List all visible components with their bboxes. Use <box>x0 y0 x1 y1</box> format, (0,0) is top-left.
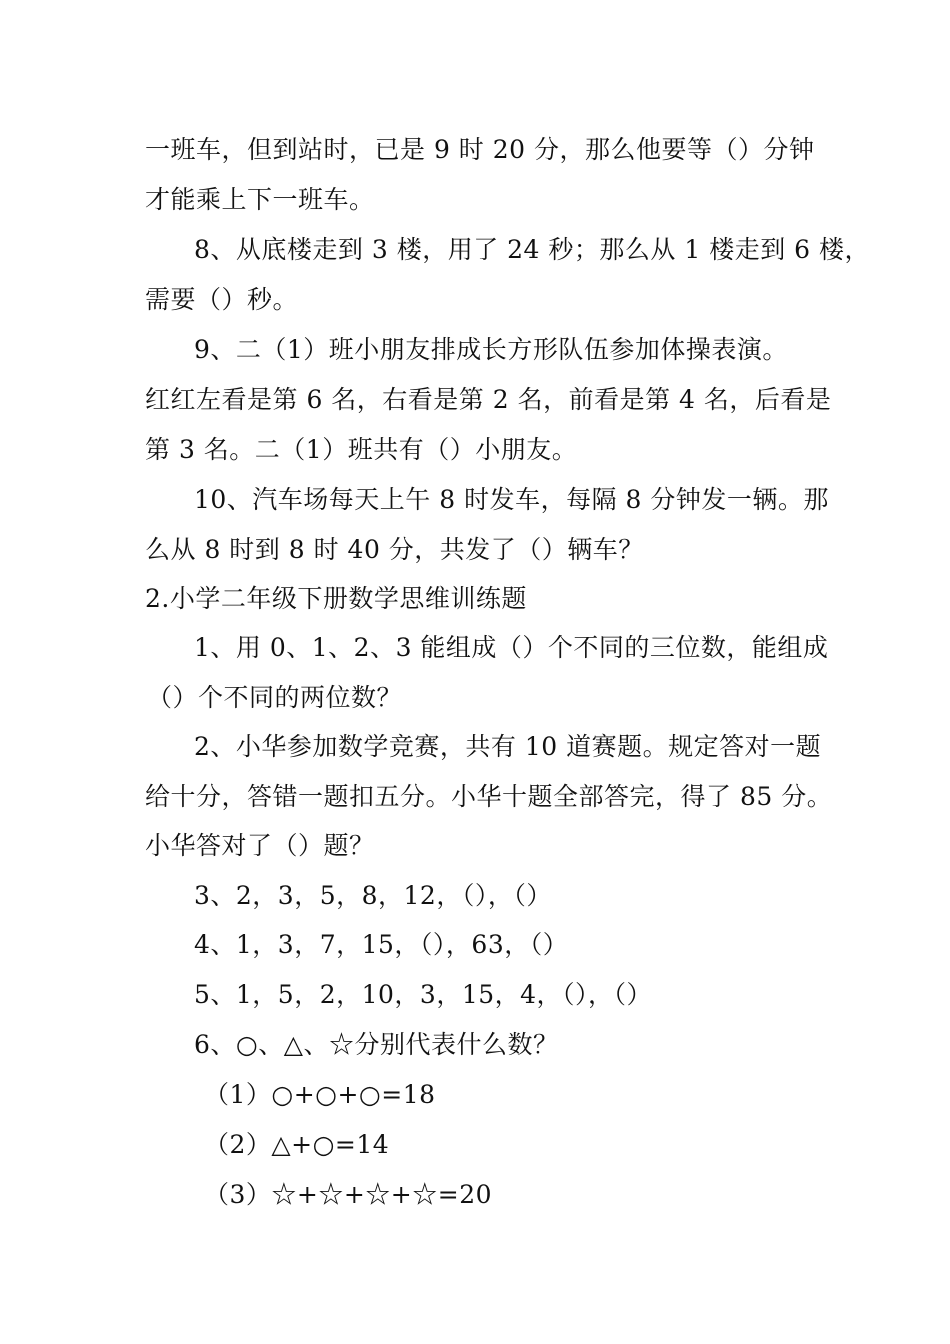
text-line: 给十分，答错一题扣五分。小华十题全部答完，得了 85 分。 <box>145 782 833 811</box>
question-8: 8、从底楼走到 3 楼，用了 24 秒；那么从 1 楼走到 6 楼， <box>194 235 871 264</box>
text-line: 小华答对了（）题？ <box>145 831 375 860</box>
text-line: 需要（）秒。 <box>145 285 299 314</box>
question-9: 9、二（1）班小朋友排成长方形队伍参加体操表演。 <box>194 335 788 364</box>
question-6: 6、○、△、☆分别代表什么数？ <box>194 1030 559 1059</box>
text-line: 一班车，但到站时，已是 9 时 20 分，那么他要等（）分钟 <box>145 135 815 164</box>
question-10: 10、汽车场每天上午 8 时发车，每隔 8 分钟发一辆。那 <box>194 485 829 514</box>
question-5: 5、1，5，2，10，3，15，4，（），（） <box>194 980 653 1009</box>
text-line: 第 3 名。二（1）班共有（）小朋友。 <box>145 435 578 464</box>
question-4: 4、1，3，7，15，（），63，（） <box>194 930 569 959</box>
equation-3: （3）☆+☆+☆+☆=20 <box>204 1180 493 1209</box>
question-3: 3、2，3，5，8，12，（），（） <box>194 881 552 910</box>
question-2: 2、小华参加数学竞赛，共有 10 道赛题。规定答对一题 <box>194 732 822 761</box>
question-1: 1、用 0、1、2、3 能组成（）个不同的三位数，能组成 <box>194 633 829 662</box>
text-line: （）个不同的两位数？ <box>147 683 403 712</box>
text-line: 才能乘上下一班车。 <box>145 185 375 214</box>
text-line: 么从 8 时到 8 时 40 分，共发了（）辆车？ <box>145 535 644 564</box>
equation-2: （2）△+○=14 <box>204 1130 390 1159</box>
equation-1: （1）○+○+○=18 <box>204 1080 436 1109</box>
text-line: 红红左看是第 6 名，右看是第 2 名，前看是第 4 名，后看是 <box>145 385 832 414</box>
section-heading: 2.小学二年级下册数学思维训练题 <box>145 584 527 613</box>
